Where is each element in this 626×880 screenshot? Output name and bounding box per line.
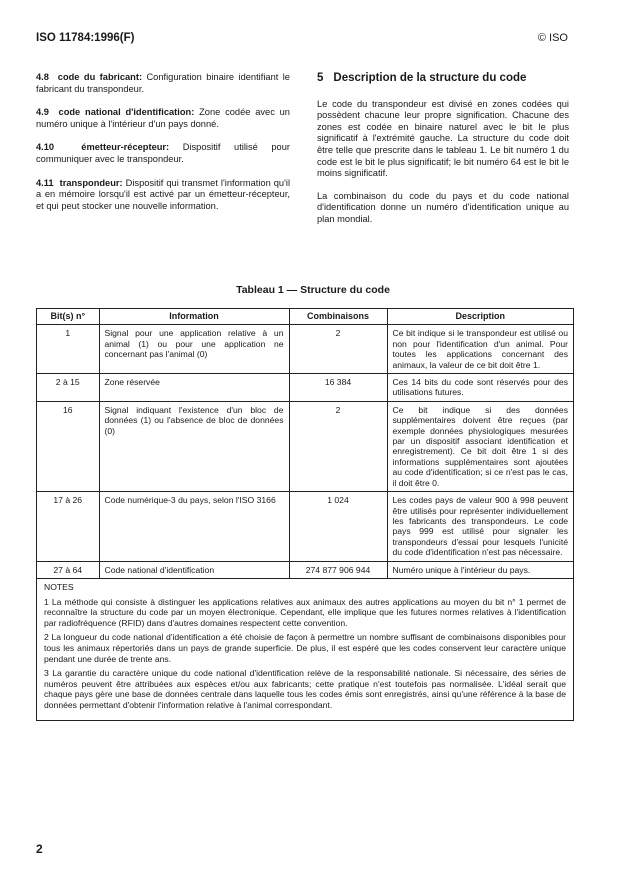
- notes-title: NOTES: [44, 581, 74, 592]
- column-header-combinations: Combinaisons: [289, 309, 387, 325]
- definition-term: code du fabricant:: [57, 72, 143, 82]
- cell-information: Signal pour une application relative à un animal (1) ou pour une application ne concernant pas l'animal (0): [99, 325, 289, 374]
- section-number: 5: [317, 72, 324, 84]
- table-title: Tableau 1 — Structure du code: [236, 284, 390, 296]
- cell-description: Numéro unique à l'intérieur du pays.: [387, 561, 573, 578]
- cell-bits: 2 à 15: [37, 374, 99, 402]
- cell-description: Les codes pays de valeur 900 à 998 peuvent être utilisés pour représenter individuellement les fabricants des transpondeurs. Le code pays 999 est utilisé pour signaler les transpondeurs d'essai pour lesquels l'unicité du code d'identification n'est pas nécessaire.: [387, 492, 573, 561]
- definition-4-10: [36, 142, 290, 165]
- note-3: 3 La garantie du caractère unique du code national d'identification relève de la responsabilité nationale. Si nécessaire, des séries de numéros peuvent être attribuées aux espèces et/ou aux fabricants; cette pratique n'est toutefois pas normalisée. L'idéal serait que chaque pays gère une base de données centrale dans laquelle tous les codes émis sont enregistrés, ainsi qu'une référence à la base de données permettant d'obtenir l'information relative à l'animal correspondant.: [44, 668, 566, 710]
- cell-combinations: 274 877 906 944: [289, 561, 387, 578]
- table-row: [37, 374, 573, 402]
- note-2: 2 La longueur du code national d'identification a été choisie de façon à permettre un nombre suffisant de combinaisons disponibles pour tous les animaux répertoriés dans un pays de grande superficie. De plus, il est espéré que les codes conservent leur caractère unique pendant une durée de trente ans.: [44, 632, 566, 664]
- column-header-description: Description: [387, 309, 573, 325]
- definition-text: Dispositif qui transmet l'information qu'il a en mémoire lorsqu'il est activé par un émetteur-récepteur, et qui peut stocker une nouvelle information.: [36, 177, 291, 211]
- section-title-text: Description de la structure du code: [333, 72, 527, 84]
- cell-combinations: 2: [289, 325, 387, 374]
- table-row: [37, 561, 573, 578]
- definition-term: émetteur-récepteur:: [81, 142, 170, 153]
- definition-number: 4.8: [36, 72, 49, 82]
- definition-text: Dispositif utilisé pour communiquer avec le transpondeur.: [36, 142, 290, 164]
- section-title: [317, 73, 569, 85]
- cell-bits: 27 à 64: [37, 561, 99, 578]
- cell-combinations: 16 384: [289, 374, 387, 402]
- section-paragraph: Le code du transpondeur est divisé en zones codées qui possèdent chacune leur propre signification. Chacune des zones est codée en binaire naturel avec le bit le plus significatif à l'extrémité gauche. La structure du code doit être telle que prescrite dans le tableau 1. Le bit numéro 1 du code est le bit le plus significatif; le bit numéro 64 est le bit le moins significatif.: [317, 98, 569, 179]
- section-paragraph: La combinaison du code du pays et du code national d'identification donne un numéro d'identification unique au plan mondial.: [317, 190, 569, 224]
- code-structure-table: [36, 308, 574, 721]
- definition-text: Configuration binaire identifiant le fabricant du transpondeur.: [36, 72, 290, 94]
- column-header-information: Information: [99, 309, 289, 325]
- definition-4-9: [36, 107, 290, 130]
- cell-description: Ce bit indique si le transpondeur est utilisé ou non pour l'identification d'un animal. Pour toutes les applications concernant des animaux, la valeur de ce bit doit être 1.: [392, 328, 568, 370]
- cell-bits: 17 à 26: [37, 492, 99, 561]
- definition-term: transpondeur:: [59, 177, 123, 188]
- cell-information: Zone réservée: [99, 374, 289, 402]
- cell-combinations: 1 024: [289, 492, 387, 561]
- cell-information: Code national d'identification: [99, 561, 289, 578]
- definition-term: code national d'identification:: [58, 107, 195, 118]
- definitions-column: [36, 72, 290, 224]
- definition-4-11: [36, 178, 290, 213]
- table-row: [37, 492, 573, 561]
- table-row: [37, 325, 573, 374]
- table-row: [37, 401, 573, 491]
- cell-bits: 16: [37, 401, 99, 491]
- cell-information: Code numérique-3 du pays, selon l'ISO 3166: [99, 492, 289, 561]
- section-5: [317, 73, 569, 237]
- page-number: 2: [36, 842, 43, 856]
- column-header-bits: Bit(s) n°: [37, 309, 99, 325]
- definition-number: 4.10: [36, 142, 55, 153]
- table-header-row: [37, 309, 573, 325]
- cell-information: Signal indiquant l'existence d'un bloc de données (1) ou l'absence de bloc de données (0): [99, 401, 289, 491]
- cell-bits: 1: [37, 325, 99, 374]
- table-notes: [37, 578, 573, 721]
- cell-description: Ce bit indique si des données supplémentaires doivent être reçues (par exemple données physiologiques mesurées par un dispositif associant identification et enregistrement). Ce bit doit être 1 si des informations supplémentaires sont ajoutées au code d'identification; si ce n'est pas le cas, il doit être 0.: [387, 401, 573, 491]
- header-copyright: © ISO: [537, 32, 568, 44]
- definition-4-8: [36, 72, 290, 95]
- cell-combinations: 2: [289, 401, 387, 491]
- definition-number: 4.9: [36, 107, 49, 118]
- definition-number: 4.11: [36, 177, 54, 188]
- definition-text: Zone codée avec un numéro unique à l'intérieur d'un pays donné.: [36, 107, 290, 129]
- header-standard-id: ISO 11784:1996(F): [36, 32, 135, 44]
- cell-description: Ces 14 bits du code sont réservés pour des utilisations futures.: [387, 374, 573, 402]
- note-1: 1 La méthode qui consiste à distinguer les applications relatives aux animaux des autres applications au moyen du bit n° 1 permet de reconnaître la structure du code par un moyen électronique. Cependant, elle implique que les futures normes relatives à l'identification par radiofréquence (RFID) dans d'autres domaines respectent cette convention.: [44, 596, 566, 628]
